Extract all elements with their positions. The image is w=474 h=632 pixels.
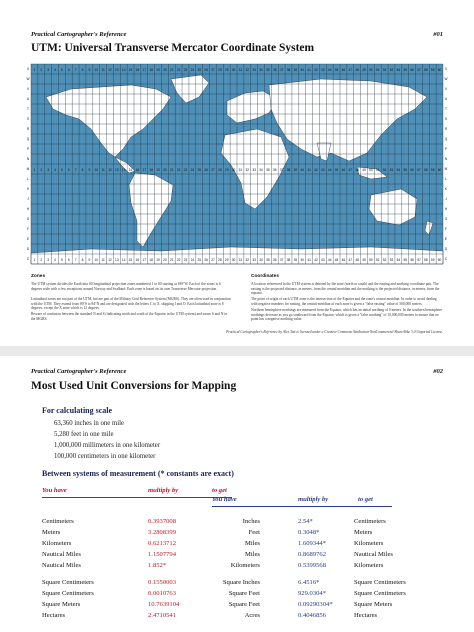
zone-number-label: 46 xyxy=(341,258,346,262)
page-2 xyxy=(0,356,474,632)
header-title: Practical Cartographer's Reference xyxy=(31,31,127,38)
zone-number-label: 21 xyxy=(169,258,174,262)
zone-number-label: 43 xyxy=(321,258,325,262)
zone-number-label: 47 xyxy=(348,258,353,262)
zone-number-label: 36 xyxy=(272,168,277,172)
zone-number-label: 37 xyxy=(279,68,284,72)
latitude-band-label: K xyxy=(26,187,30,191)
factor-reverse: 2.54* xyxy=(298,518,313,525)
zone-number-label: 44 xyxy=(327,258,332,262)
zone-number-label: 11 xyxy=(101,68,105,72)
zone-number-label: 13 xyxy=(115,68,119,72)
zone-number-label: 7 xyxy=(74,258,77,262)
zone-number-label: 30 xyxy=(231,258,236,262)
unit-from: Nautical Miles xyxy=(42,562,82,569)
zone-number-label: 39 xyxy=(293,68,298,72)
factor-reverse: 0.09290304* xyxy=(298,601,333,608)
zone-number-label: 43 xyxy=(321,168,325,172)
zone-number-label: 48 xyxy=(355,68,359,72)
zone-number-label: 28 xyxy=(218,168,222,172)
zone-number-label: 30 xyxy=(231,68,236,72)
zone-number-label: 35 xyxy=(266,168,270,172)
unit-result: Centimeters xyxy=(354,518,386,525)
latitude-band-label: R xyxy=(26,127,30,131)
zone-number-label: 5 xyxy=(61,168,63,172)
zone-number-label: 20 xyxy=(163,258,167,262)
zone-number-label: 23 xyxy=(183,258,188,262)
zone-number-label: 8 xyxy=(81,168,84,172)
zone-number-label: 29 xyxy=(224,68,229,72)
latitude-band-label: C xyxy=(444,257,448,261)
zone-number-label: 58 xyxy=(424,68,428,72)
zone-number-label: 10 xyxy=(94,258,99,262)
zone-number-label: 52 xyxy=(382,168,387,172)
unit-from: Kilometers xyxy=(42,540,72,547)
zone-number-label: 59 xyxy=(430,68,435,72)
unit-result: Square Meters xyxy=(354,601,393,608)
zone-number-label: 31 xyxy=(238,258,243,262)
col-you-have-2: You have xyxy=(212,496,237,503)
zone-number-label: 54 xyxy=(396,258,401,262)
factor-forward: 1.1507794 xyxy=(148,551,177,558)
zone-number-label: 18 xyxy=(149,168,153,172)
zone-number-label: 39 xyxy=(293,258,298,262)
zone-number-label: 58 xyxy=(424,168,428,172)
unit-from: Centimeters xyxy=(42,518,74,525)
unit-to: Acres xyxy=(244,612,260,619)
latitude-band-label: X xyxy=(444,67,448,71)
zone-number-label: 23 xyxy=(183,168,188,172)
zone-number-label: 30 xyxy=(231,168,236,172)
zone-number-label: 43 xyxy=(321,68,325,72)
factor-reverse: 6.4516* xyxy=(298,579,320,586)
scale-line: 100,000 centimeters in one kilometer xyxy=(54,453,156,460)
zone-number-label: 45 xyxy=(334,258,339,262)
zone-number-label: 29 xyxy=(224,168,229,172)
factor-forward: 0.0010763 xyxy=(148,590,177,597)
unit-from: Square Centimeters xyxy=(42,579,94,586)
zone-number-label: 45 xyxy=(334,168,339,172)
zone-number-label: 58 xyxy=(424,258,428,262)
zone-number-label: 6 xyxy=(67,258,70,262)
zone-number-label: 10 xyxy=(94,68,99,72)
zone-number-label: 50 xyxy=(369,68,373,72)
zone-number-label: 9 xyxy=(88,258,91,262)
zone-number-label: 40 xyxy=(300,168,305,172)
latitude-band-label: P xyxy=(444,147,448,151)
latitude-band-label: M xyxy=(444,167,448,171)
zone-number-label: 7 xyxy=(74,168,77,172)
zone-number-label: 28 xyxy=(218,258,222,262)
zone-number-label: 3 xyxy=(47,258,50,262)
factor-reverse: 0.5399568 xyxy=(298,562,327,569)
zone-number-label: 56 xyxy=(410,68,414,72)
scale-line: 63,360 inches in one mile xyxy=(54,420,125,427)
header-underline-2 xyxy=(212,506,392,507)
zone-number-label: 27 xyxy=(211,68,215,72)
unit-to: Feet xyxy=(248,529,260,536)
zone-number-label: 17 xyxy=(142,68,147,72)
zone-number-label: 8 xyxy=(81,68,84,72)
zone-number-label: 18 xyxy=(149,258,153,262)
zone-number-label: 14 xyxy=(121,68,126,72)
factor-reverse: 929.0304* xyxy=(298,590,327,597)
zone-number-label: 34 xyxy=(259,68,263,72)
page-title: Most Used Unit Conversions for Mapping xyxy=(31,380,237,392)
zone-number-label: 53 xyxy=(389,168,394,172)
factor-reverse: 1.609344* xyxy=(298,540,327,547)
zone-number-label: 54 xyxy=(396,68,401,72)
unit-result: Hectares xyxy=(354,612,378,619)
zone-number-label: 42 xyxy=(314,258,318,262)
unit-to: Inches xyxy=(242,518,260,525)
zone-number-label: 52 xyxy=(382,68,387,72)
zone-number-label: 42 xyxy=(314,68,318,72)
zone-number-label: 59 xyxy=(430,168,435,172)
zone-number-label: 19 xyxy=(156,168,160,172)
zone-number-label: 28 xyxy=(218,68,222,72)
latitude-band-label: N xyxy=(26,157,30,161)
zone-number-label: 1 xyxy=(33,168,36,172)
unit-to: Miles xyxy=(244,551,260,558)
zone-number-label: 41 xyxy=(307,258,311,262)
unit-to: Square Feet xyxy=(228,601,260,608)
zone-number-label: 25 xyxy=(197,168,202,172)
factor-reverse: 0.4046856 xyxy=(298,612,327,619)
zone-number-label: 16 xyxy=(135,168,140,172)
zone-number-label: 25 xyxy=(197,68,202,72)
zone-number-label: 48 xyxy=(355,168,359,172)
zone-number-label: 48 xyxy=(355,258,359,262)
factor-forward: 0.6213712 xyxy=(148,540,177,547)
zone-number-label: 39 xyxy=(293,168,298,172)
zone-number-label: 20 xyxy=(163,168,167,172)
unit-result: Square Centimeters xyxy=(354,590,406,597)
zone-number-label: 47 xyxy=(348,168,353,172)
zone-number-label: 55 xyxy=(403,168,408,172)
latitude-band-label: N xyxy=(444,157,448,161)
zone-number-label: 17 xyxy=(142,258,147,262)
zone-number-label: 60 xyxy=(437,168,442,172)
zone-number-label: 12 xyxy=(108,258,112,262)
coords-text-1: A location referenced in the UTM system is denoted by the zone (north or south) and the easting and northing coordinate pair. The easting is the projected distance, in meters, from the central meridian and the northing is the projected distance, in meters, from the equator. xyxy=(251,282,440,296)
latitude-band-label: J xyxy=(27,197,29,201)
zone-number-label: 26 xyxy=(204,68,208,72)
zone-number-label: 27 xyxy=(211,258,215,262)
zone-number-label: 26 xyxy=(204,168,208,172)
zone-number-label: 29 xyxy=(224,258,229,262)
zone-number-label: 3 xyxy=(47,168,50,172)
latitude-band-label: E xyxy=(26,237,30,241)
zone-number-label: 24 xyxy=(190,168,195,172)
zone-number-label: 4 xyxy=(54,168,56,172)
zone-number-label: 41 xyxy=(307,168,311,172)
zone-number-label: 32 xyxy=(245,168,250,172)
zone-number-label: 25 xyxy=(197,258,202,262)
latitude-band-label: U xyxy=(26,97,30,101)
zone-number-label: 11 xyxy=(101,168,105,172)
zone-number-label: 8 xyxy=(81,258,84,262)
latitude-band-label: L xyxy=(27,177,29,181)
latitude-band-label: S xyxy=(444,117,448,121)
zone-number-label: 19 xyxy=(156,68,160,72)
col-to-get-2: to get xyxy=(358,496,373,503)
unit-to: Kilometers xyxy=(230,562,260,569)
zone-number-label: 53 xyxy=(389,68,394,72)
zone-gridlines xyxy=(31,64,443,264)
zone-number-label: 51 xyxy=(375,68,380,72)
zone-number-label: 4 xyxy=(54,68,56,72)
factor-forward: 3.2808399 xyxy=(148,529,177,536)
latitude-band-label: X xyxy=(26,67,30,71)
latitude-band-label: W xyxy=(444,77,448,81)
utm-zone-map xyxy=(26,57,448,271)
unit-result: Kilometers xyxy=(354,540,384,547)
unit-from: Hectares xyxy=(42,612,66,619)
zone-number-label: 9 xyxy=(88,168,91,172)
systems-heading: Between systems of measurement (* constants are exact) xyxy=(42,469,234,478)
zone-number-label: 38 xyxy=(286,68,291,72)
zone-number-label: 21 xyxy=(169,68,174,72)
col-multiply-by-2: multiply by xyxy=(298,496,329,503)
scale-line: 1,000,000 millimeters in one kilometer xyxy=(54,442,161,449)
zone-number-label: 3 xyxy=(47,68,50,72)
latitude-band-label: J xyxy=(445,197,447,201)
unit-result: Nautical Miles xyxy=(354,551,394,558)
zone-number-label: 36 xyxy=(272,68,277,72)
latitude-band-label: M xyxy=(26,167,30,171)
zone-number-label: 55 xyxy=(403,68,408,72)
zone-number-label: 34 xyxy=(259,168,263,172)
latitude-band-label: F xyxy=(445,227,447,231)
unit-from: Square Centimeters xyxy=(42,590,94,597)
zone-number-label: 49 xyxy=(362,68,366,72)
unit-to: Miles xyxy=(244,540,260,547)
zone-number-label: 13 xyxy=(115,168,119,172)
zone-number-label: 7 xyxy=(74,68,77,72)
zone-number-label: 54 xyxy=(396,168,401,172)
unit-from: Meters xyxy=(42,529,61,536)
latitude-band-label: D xyxy=(444,247,448,251)
zone-number-label: 37 xyxy=(279,168,284,172)
latitude-band-label: H xyxy=(26,207,30,211)
zone-number-label: 1 xyxy=(33,258,36,262)
latitude-band-label: T xyxy=(27,107,29,111)
zone-number-label: 34 xyxy=(259,258,263,262)
zone-number-label: 38 xyxy=(286,168,291,172)
latitude-band-label: V xyxy=(444,87,448,91)
zone-number-label: 38 xyxy=(286,258,291,262)
zone-number-label: 22 xyxy=(176,68,181,72)
factor-forward: 0.3937008 xyxy=(148,518,177,525)
zone-number-label: 18 xyxy=(149,68,153,72)
scale-heading: For calculating scale xyxy=(42,406,113,415)
zone-number-label: 57 xyxy=(417,168,421,172)
zone-number-label: 47 xyxy=(348,68,353,72)
zone-number-label: 2 xyxy=(40,68,43,72)
zone-number-label: 13 xyxy=(115,258,119,262)
page-number: #02 xyxy=(433,368,443,375)
latitude-band-label: U xyxy=(444,97,448,101)
zone-number-label: 33 xyxy=(252,258,256,262)
zone-number-label: 15 xyxy=(128,258,133,262)
latitude-band-label: Q xyxy=(444,137,448,141)
zone-number-label: 60 xyxy=(437,68,442,72)
unit-result: Meters xyxy=(354,529,373,536)
zone-number-label: 24 xyxy=(190,68,195,72)
zone-number-label: 33 xyxy=(252,68,256,72)
factor-reverse: 0.3048* xyxy=(298,529,320,536)
zone-number-label: 40 xyxy=(300,68,305,72)
zone-number-label: 11 xyxy=(101,258,105,262)
zone-number-label: 35 xyxy=(266,68,270,72)
latitude-band-label: D xyxy=(26,247,30,251)
zone-number-label: 15 xyxy=(128,68,133,72)
coords-text-2: The point of origin of each UTM zone is the intersection of the Equator and the zone's central meridian. In order to avoid dealing with negative numbers for easting, the central meridian of each zone is given a "false easting" value of 500,000 meters. xyxy=(251,297,437,306)
zone-number-label: 16 xyxy=(135,68,140,72)
zone-number-label: 37 xyxy=(279,258,284,262)
latitude-band-label: C xyxy=(26,257,30,261)
zone-number-label: 51 xyxy=(375,258,380,262)
zone-number-label: 31 xyxy=(238,168,243,172)
scale-line: 5,280 feet in one mile xyxy=(54,431,114,438)
license-footer: Practical Cartographer's Reference by Alex Tait is licensed under a Creative Commons Attribution-NonCommercial-ShareAlike 3.0 Unported License. xyxy=(226,330,443,334)
zone-number-label: 22 xyxy=(176,168,181,172)
zones-text-2: Latitudinal zones are not part of the UTM, but are part of the Military Grid Reference System (MGRS). They are often used in conjunction with the UTM. They extend from 80°S to 84°N and are designated with the letters C to X, skipping I and O. Each latitudinal zone is 8 degrees, except the X zone which is 12 degrees. xyxy=(31,297,231,311)
unit-from: Square Meters xyxy=(42,601,81,608)
zone-number-label: 57 xyxy=(417,258,421,262)
unit-result: Kilometers xyxy=(354,562,384,569)
zone-number-label: 24 xyxy=(190,258,195,262)
latitude-band-label: P xyxy=(26,147,30,151)
zone-number-label: 42 xyxy=(314,168,318,172)
zone-number-label: 50 xyxy=(369,168,373,172)
zone-number-label: 17 xyxy=(142,168,147,172)
zone-number-label: 50 xyxy=(369,258,373,262)
zone-number-label: 1 xyxy=(33,68,36,72)
zone-number-label: 49 xyxy=(362,168,366,172)
zone-number-label: 60 xyxy=(437,258,442,262)
zone-number-label: 44 xyxy=(327,168,332,172)
factor-reverse: 0.8689762 xyxy=(298,551,327,558)
latitude-band-label: G xyxy=(26,217,30,221)
factor-forward: 1.852* xyxy=(148,562,167,569)
coords-text-3: Northern hemisphere northings are measured from the Equator, which has an initial northing of 0 meters. In the southern hemisphere northings decrease as you go southward from the Equator, which is given a "false northing" of 10,000,000 meters to ensure that no point has a negative northing value. xyxy=(251,308,442,322)
latitude-band-label: E xyxy=(444,237,448,241)
latitude-band-label: S xyxy=(26,117,30,121)
zone-number-label: 6 xyxy=(67,168,70,172)
page-header xyxy=(31,31,443,38)
latitude-band-label: Q xyxy=(26,137,30,141)
zone-number-label: 46 xyxy=(341,68,346,72)
zone-number-label: 12 xyxy=(108,168,112,172)
zone-number-label: 6 xyxy=(67,68,70,72)
zone-number-label: 20 xyxy=(163,68,167,72)
zone-number-label: 56 xyxy=(410,168,414,172)
zone-number-label: 2 xyxy=(40,258,43,262)
zone-number-label: 14 xyxy=(121,168,126,172)
zone-number-label: 21 xyxy=(169,168,174,172)
latitude-band-label: G xyxy=(444,217,448,221)
zones-text-1: The UTM system divides the Earth into 60 longitudinal projection zones numbered 1 to 60 starting at 180°W. Each of the zones is 6 degrees wide with a few exceptions around Norway and Svalbard. Each zone is based on its own Transverse Mercator projection. xyxy=(31,282,221,291)
zone-number-label: 26 xyxy=(204,258,208,262)
zone-number-label: 52 xyxy=(382,258,387,262)
page-number: #01 xyxy=(433,31,443,38)
zone-number-label: 40 xyxy=(300,258,305,262)
header-title: Practical Cartographer's Reference xyxy=(31,368,127,375)
unit-from: Nautical Miles xyxy=(42,551,82,558)
zone-number-label: 32 xyxy=(245,258,250,262)
header-underline xyxy=(42,497,232,498)
col-you-have: You have xyxy=(42,487,67,494)
latitude-band-label: L xyxy=(445,177,447,181)
latitude-band-label: V xyxy=(26,87,30,91)
latitude-band-label: H xyxy=(444,207,448,211)
zone-number-label: 36 xyxy=(272,258,277,262)
latitude-band-label: K xyxy=(444,187,448,191)
zone-number-label: 32 xyxy=(245,68,250,72)
zone-number-label: 44 xyxy=(327,68,332,72)
zone-number-label: 23 xyxy=(183,68,188,72)
zone-number-label: 16 xyxy=(135,258,140,262)
zone-number-label: 41 xyxy=(307,68,311,72)
zones-text-3: Beware of confusion between the standard N and S (indicating north and south of the Equator in the UTM system) and zones S and N in the MGRS. xyxy=(31,312,228,321)
unit-to: Square Feet xyxy=(228,590,260,597)
page-title: UTM: Universal Transverse Mercator Coordinate System xyxy=(31,42,315,54)
latitude-band-label: T xyxy=(445,107,447,111)
zone-number-label: 59 xyxy=(430,258,435,262)
zone-number-label: 5 xyxy=(61,68,63,72)
unit-to: Square Inches xyxy=(222,579,260,586)
zone-number-label: 2 xyxy=(40,168,43,172)
latitude-band-label: R xyxy=(444,127,448,131)
zone-number-label: 53 xyxy=(389,258,394,262)
zone-number-label: 49 xyxy=(362,258,366,262)
zone-number-label: 15 xyxy=(128,168,133,172)
factor-forward: 0.1550003 xyxy=(148,579,177,586)
latitude-band-label: F xyxy=(27,227,29,231)
zone-number-label: 56 xyxy=(410,258,414,262)
zone-number-label: 31 xyxy=(238,68,243,72)
zone-number-label: 14 xyxy=(121,258,126,262)
zone-number-label: 33 xyxy=(252,168,256,172)
col-multiply-by: multiply by xyxy=(148,487,179,494)
zone-number-label: 22 xyxy=(176,258,181,262)
coordinates-heading: Coordinates xyxy=(251,274,279,279)
zone-number-label: 27 xyxy=(211,168,215,172)
zone-number-label: 46 xyxy=(341,168,346,172)
zone-number-label: 45 xyxy=(334,68,339,72)
latitude-band-label: W xyxy=(26,77,30,81)
zone-number-label: 51 xyxy=(375,168,380,172)
zone-number-label: 35 xyxy=(266,258,270,262)
zone-number-label: 12 xyxy=(108,68,112,72)
factor-forward: 2.4710541 xyxy=(148,612,177,619)
zone-number-label: 9 xyxy=(88,68,91,72)
factor-forward: 10.7639104 xyxy=(148,601,180,608)
zone-number-label: 10 xyxy=(94,168,99,172)
col-to-get: to get xyxy=(212,487,227,494)
zones-heading: Zones xyxy=(31,274,46,279)
zone-number-label: 4 xyxy=(54,258,56,262)
zone-number-label: 5 xyxy=(61,258,63,262)
zone-number-label: 55 xyxy=(403,258,408,262)
zone-number-label: 19 xyxy=(156,258,160,262)
page-header xyxy=(31,368,443,375)
unit-result: Square Centimeters xyxy=(354,579,406,586)
zone-number-label: 57 xyxy=(417,68,421,72)
